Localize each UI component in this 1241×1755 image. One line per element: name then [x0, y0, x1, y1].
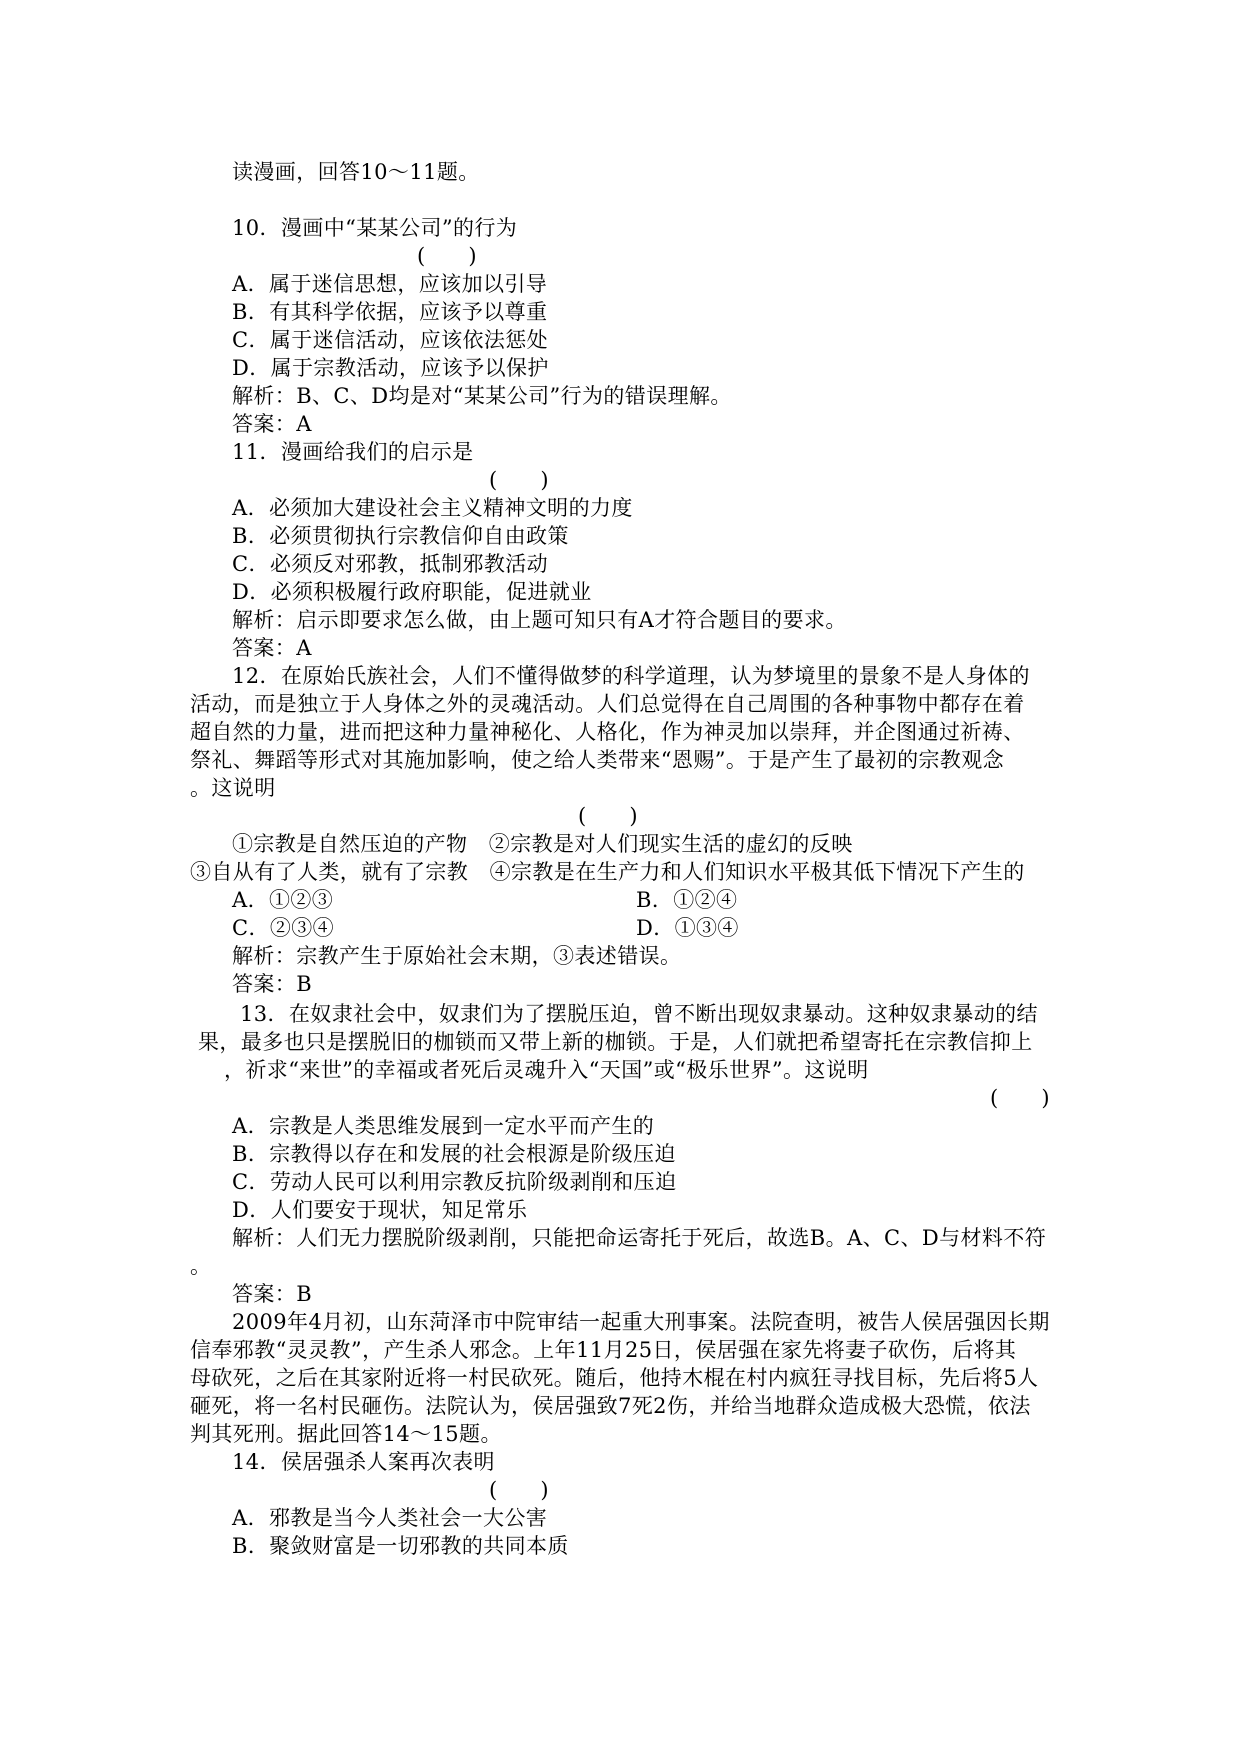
- question-13-option-d: D．人们要安于现状，知足常乐: [232, 1198, 528, 1222]
- question-14-option-b: B．聚敛财富是一切邪教的共同本质: [232, 1534, 569, 1558]
- passage-line: 砸死，将一名村民砸伤。法院认为，侯居强致7死2伤，并给当地群众造成极大恐慌，依法: [190, 1394, 1031, 1418]
- question-12-line: 。这说明: [190, 776, 276, 800]
- question-11-answer: 答案：A: [232, 636, 312, 660]
- question-13-answer-blank: ( ): [990, 1086, 1050, 1110]
- question-11-stem: 11．漫画给我们的启示是: [232, 440, 474, 464]
- question-13-analysis: 解析：人们无力摆脱阶级剥削，只能把命运寄托于死后，故选B。A、C、D与材料不符: [232, 1226, 1047, 1250]
- question-12-option-c: C．②③④: [232, 916, 335, 940]
- question-11-option-d: D．必须积极履行政府职能，促进就业: [232, 580, 592, 604]
- question-14-option-a: A．邪教是当今人类社会一大公害: [232, 1506, 548, 1530]
- question-13-option-a: A．宗教是人类思维发展到一定水平而产生的: [232, 1114, 655, 1138]
- question-11-option-c: C．必须反对邪教，抵制邪教活动: [232, 552, 549, 576]
- question-13-line: 13．在奴隶社会中，奴隶们为了摆脱压迫，曾不断出现奴隶暴动。这种奴隶暴动的结: [240, 1002, 1038, 1026]
- question-12-option-b: B．①②④: [636, 888, 738, 912]
- question-13-analysis: 。: [190, 1254, 212, 1278]
- question-12-analysis: 解析：宗教产生于原始社会末期，③表述错误。: [232, 944, 682, 968]
- question-10-answer-blank: ( ): [417, 244, 477, 268]
- passage-line: 母砍死，之后在其家附近将一村民砍死。随后，他持木棍在村内疯狂寻找目标，先后将5人: [190, 1366, 1039, 1390]
- question-12-option-a: A．①②③: [232, 888, 334, 912]
- question-11-option-b: B．必须贯彻执行宗教信仰自由政策: [232, 524, 569, 548]
- question-13-line: ，祈求“来世”的幸福或者死后灵魂升入“天国”或“极乐世界”。这说明: [224, 1058, 869, 1082]
- question-12-statement: ①宗教是自然压迫的产物 ②宗教是对人们现实生活的虚幻的反映: [232, 832, 853, 856]
- question-10-option-c: C．属于迷信活动，应该依法惩处: [232, 328, 549, 352]
- question-10-answer: 答案：A: [232, 412, 312, 436]
- question-10-stem: 10．漫画中“某某公司”的行为: [232, 216, 518, 240]
- question-12-answer: 答案：B: [232, 972, 313, 996]
- question-10-option-a: A．属于迷信思想，应该加以引导: [232, 272, 548, 296]
- question-13-option-b: B．宗教得以存在和发展的社会根源是阶级压迫: [232, 1142, 676, 1166]
- intro-text: 读漫画，回答10～11题。: [232, 160, 480, 184]
- passage-line: 2009年4月初，山东菏泽市中院审结一起重大刑事案。法院查明，被告人侯居强因长期: [232, 1310, 1050, 1334]
- question-11-answer-blank: ( ): [489, 468, 549, 492]
- question-13-line: 果，最多也只是摆脱旧的枷锁而又带上新的枷锁。于是，人们就把希望寄托在宗教信抑上: [198, 1030, 1033, 1054]
- question-10-option-b: B．有其科学依据，应该予以尊重: [232, 300, 548, 324]
- question-13-answer: 答案：B: [232, 1282, 313, 1306]
- question-10-analysis: 解析：B、C、D均是对“某某公司”行为的错误理解。: [232, 384, 732, 408]
- question-12-answer-blank: ( ): [578, 804, 638, 828]
- question-11-option-a: A．必须加大建设社会主义精神文明的力度: [232, 496, 633, 520]
- question-12-line: 超自然的力量，进而把这种力量神秘化、人格化，作为神灵加以崇拜，并企图通过祈祷、: [190, 720, 1025, 744]
- question-13-option-c: C．劳动人民可以利用宗教反抗阶级剥削和压迫: [232, 1170, 677, 1194]
- passage-line: 信奉邪教“灵灵教”，产生杀人邪念。上年11月25日，侯居强在家先将妻子砍伤，后将其: [190, 1338, 1017, 1362]
- question-12-statement: ③自从有了人类，就有了宗教 ④宗教是在生产力和人们知识水平极其低下情况下产生的: [190, 860, 1025, 884]
- passage-line: 判其死刑。据此回答14～15题。: [190, 1422, 502, 1446]
- question-10-option-d: D．属于宗教活动，应该予以保护: [232, 356, 549, 380]
- question-11-analysis: 解析：启示即要求怎么做，由上题可知只有A才符合题目的要求。: [232, 608, 847, 632]
- question-12-option-d: D．①③④: [636, 916, 739, 940]
- question-12-line: 活动，而是独立于人身体之外的灵魂活动。人们总觉得在自己周围的各种事物中都存在着: [190, 692, 1025, 716]
- question-12-line: 12．在原始氏族社会，人们不懂得做梦的科学道理，认为梦境里的景象不是人身体的: [232, 664, 1030, 688]
- question-14-answer-blank: ( ): [489, 1478, 549, 1502]
- question-14-stem: 14．侯居强杀人案再次表明: [232, 1450, 495, 1474]
- question-12-line: 祭礼、舞蹈等形式对其施加影响，使之给人类带来“恩赐”。于是产生了最初的宗教观念: [190, 748, 1005, 772]
